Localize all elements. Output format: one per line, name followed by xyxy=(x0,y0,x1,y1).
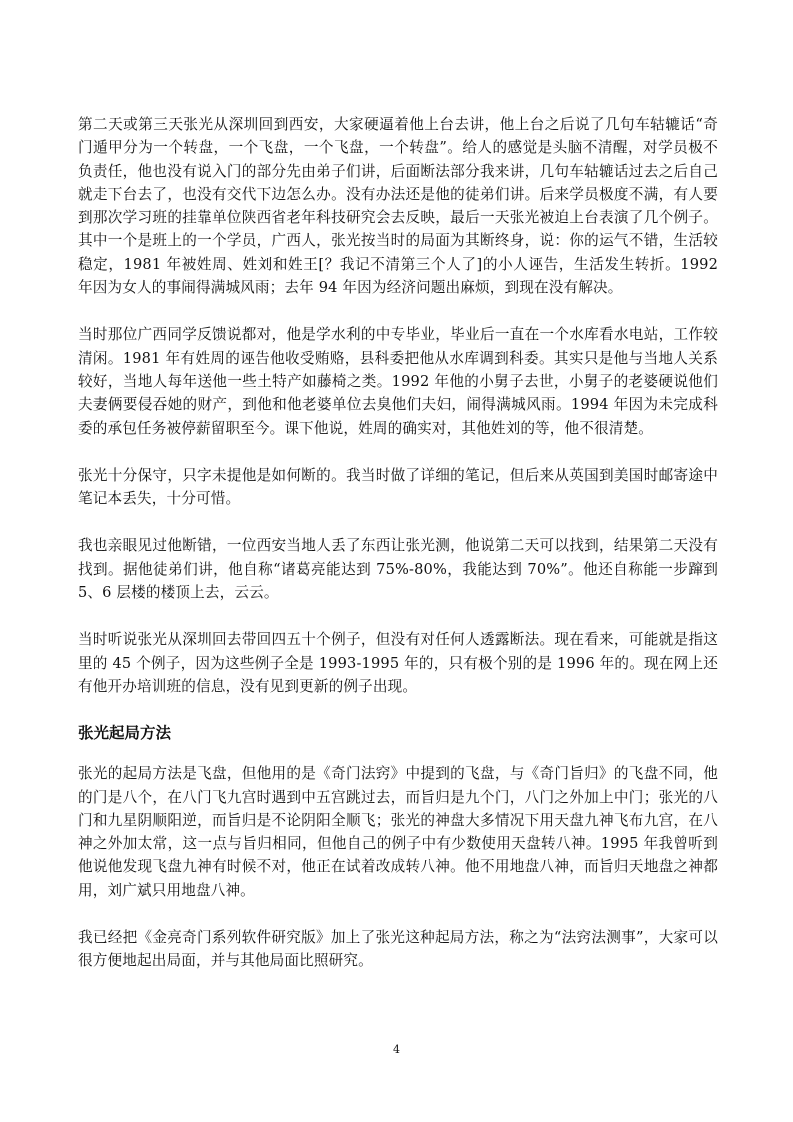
paragraph-examples: 当时听说张光从深圳回去带回四五十个例子，但没有对任何人透露断法。现在看来，可能就是指这里的 45 个例子，因为这些例子全是 1993-1995 年的，只有极个别的是 1996 年的。现在网上还有他开办培训班的信息，没有见到更新的例子出现。 xyxy=(78,631,718,695)
paragraph-software: 我已经把《金亮奇门系列软件研究版》加上了张光这种起局方法，称之为“法窍法测事”，大家可以很方便地起出局面，并与其他局面比照研究。 xyxy=(78,929,718,970)
page-content xyxy=(78,113,718,997)
paragraph-method: 张光的起局方法是飞盘，但他用的是《奇门法窍》中提到的飞盘，与《奇门旨归》的飞盘不同，他的门是八个，在八门飞九宫时遇到中五宫跳过去，而旨归是九个门，八门之外加上中门；张光的八门和九星阴顺阳逆，而旨归是不论阴阳全顺飞；张光的神盘大多情况下用天盘九神飞布九宫，在八神之外加太常，这一点与旨归相同，但他自己的例子中有少数使用天盘转八神。1995 年我曾听到他说他发现飞盘九神有时候不对，他正在试着改成转八神。他不用地盘八神，而旨归天地盘之神都用，刘广斌只用地盘八神。 xyxy=(78,765,718,899)
paragraph-zhangguang-lecture: 第二天或第三天张光从深圳回到西安，大家硬逼着他上台去讲，他上台之后说了几句车轱辘话“奇门遁甲分为一个转盘，一个飞盘，一个飞盘，一个转盘”。给人的感觉是头脑不清醒，对学员极不负责任，他也没有说入门的部分先由弟子们讲，后面断法部分我来讲，几句车轱辘话过去之后自己就走下台去了，也没有交代下边怎么办。没有办法还是他的徒弟们讲。后来学员极度不满，有人要到那次学习班的挂靠单位陕西省老年科技研究会去反映，最后一天张光被迫上台表演了几个例子。其中一个是班上的一个学员，广西人，张光按当时的局面为其断终身，说：你的运气不错，生活较稳定，1981 年被姓周、姓刘和姓王[？我记不清第三个人了]的小人诬告，生活发生转折。1992 年因为女人的事闹得满城风雨；去年 94 年因为经济问题出麻烦，到现在没有解决。 xyxy=(78,116,718,297)
page-number: 4 xyxy=(393,1043,400,1056)
paragraph-conservative: 张光十分保守，只字未提他是如何断的。我当时做了详细的笔记，但后来从英国到美国时邮寄途中笔记本丢失，十分可惜。 xyxy=(78,466,718,508)
section-heading: 张光起局方法 xyxy=(78,724,172,743)
paragraph-guangxi-feedback: 当时那位广西同学反馈说都对，他是学水利的中专毕业，毕业后一直在一个水库看水电站，工作较清闲。1981 年有姓周的诬告他收受贿赂，县科委把他从水库调到科委。其实只是他与当地人关系较好，当地人每年送他一些土特产如藤椅之类。1992 年他的小舅子去世，小舅子的老婆硬说他们夫妻俩要侵吞她的财产，到他和他老婆单位去臭他们夫妇，闹得满城风雨。1994 年因为未完成科委的承包任务被停薪留职至今。课下他说，姓周的确实对，其他姓刘的等，他不很清楚。 xyxy=(78,326,718,437)
paragraph-wrong-prediction: 我也亲眼见过他断错，一位西安当地人丢了东西让张光测，他说第二天可以找到，结果第二天没有找到。据他徒弟们讲，他自称“诸葛亮能达到 75%-80%，我能达到 70%”。他还自称能一步蹿到 5、6 层楼的楼顶上去，云云。 xyxy=(78,537,718,602)
